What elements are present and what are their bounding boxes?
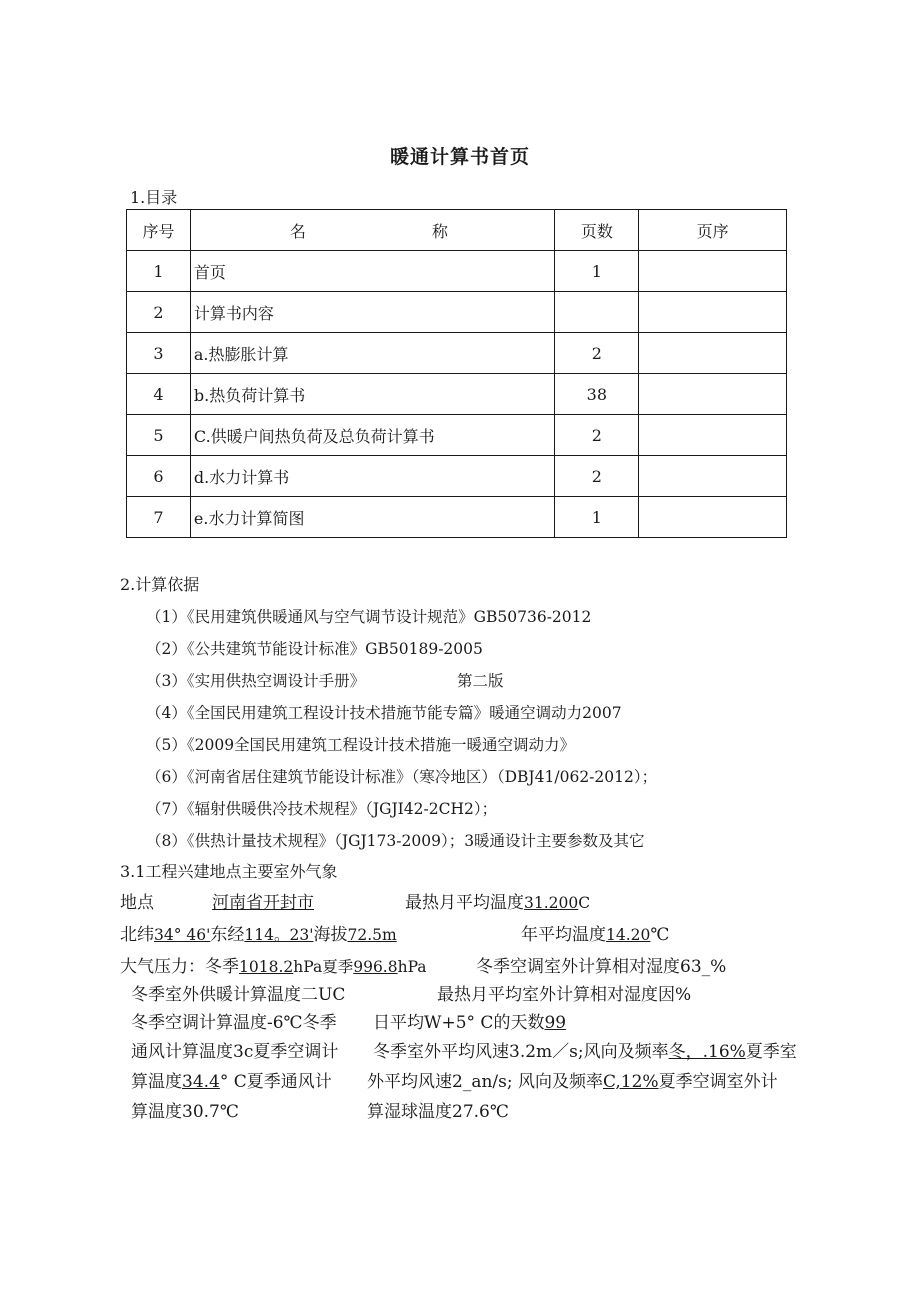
summer-wind-value: C,12% bbox=[602, 1072, 659, 1092]
pressure-line bbox=[120, 957, 427, 977]
row-pages: 2 bbox=[555, 456, 639, 497]
header-order: 页序 bbox=[639, 210, 787, 251]
annual-temp-label: 年平均温度 bbox=[521, 925, 606, 945]
winter-wind-value: 冬，.16% bbox=[668, 1042, 746, 1062]
wet-bulb-temp: 算湿球温度27.6℃ bbox=[367, 1102, 509, 1122]
row-pages: 1 bbox=[555, 497, 639, 538]
annual-temp-unit: ℃ bbox=[650, 925, 670, 945]
coordinates-line bbox=[120, 925, 397, 945]
altitude-value: 72.5m bbox=[347, 926, 397, 944]
reference-item-8: （8）《供热计量技术规程》（JGJ173-2009）；3暖通设计主要参数及其它 bbox=[146, 832, 645, 850]
winter-wind-tail: 夏季室 bbox=[745, 1042, 797, 1062]
altitude-label: 海拔 bbox=[313, 925, 348, 945]
pressure-summer-value: 996.8 bbox=[353, 958, 398, 976]
basis-heading: 2.计算依据 bbox=[120, 575, 200, 594]
annual-temp bbox=[521, 925, 669, 945]
row-name: C.供暖户间热负荷及总负荷计算书 bbox=[190, 415, 555, 456]
winter-wind bbox=[373, 1042, 797, 1062]
row-order bbox=[639, 456, 787, 497]
table-row bbox=[127, 497, 787, 538]
pressure-mid: hPa夏季 bbox=[293, 958, 354, 976]
row-no: 3 bbox=[127, 333, 191, 374]
row-name: d.水力计算书 bbox=[190, 456, 555, 497]
reference-item-2: （2）《公共建筑节能设计标准》GB50189-2005 bbox=[146, 640, 483, 658]
toc-table bbox=[126, 209, 787, 538]
row-order bbox=[639, 292, 787, 333]
table-row bbox=[127, 456, 787, 497]
longitude-value: 114。23' bbox=[244, 926, 314, 944]
page-title: 暖通计算书首页 bbox=[389, 146, 530, 168]
winter-wind-label: 冬季室外平均风速3.2m／s;风向及频率 bbox=[373, 1042, 669, 1062]
pressure-label: 大气压力：冬季 bbox=[120, 957, 239, 977]
longitude-label: 东经 bbox=[210, 925, 245, 945]
summer-vent-temp: 算温度30.7℃ bbox=[131, 1102, 239, 1122]
location-label: 地点 bbox=[120, 893, 154, 913]
reference-item-7: （7）《辐射供暖供冷技术规程》（JGJI42-2CH2）； bbox=[146, 800, 498, 818]
summer-ac-temp bbox=[131, 1072, 332, 1092]
row-order bbox=[639, 497, 787, 538]
winter-ac-rh: 冬季空调室外计算相对湿度63_% bbox=[476, 957, 727, 977]
toc-header-row bbox=[127, 210, 787, 251]
row-pages bbox=[555, 292, 639, 333]
table-row bbox=[127, 251, 787, 292]
location-value: 河南省开封市 bbox=[212, 893, 314, 913]
row-name: 计算书内容 bbox=[190, 292, 555, 333]
summer-wind-label: 外平均风速2_an/s; 风向及频率 bbox=[367, 1072, 603, 1092]
annual-temp-value: 14.20 bbox=[606, 926, 651, 944]
hot-month-temp-unit: C bbox=[578, 894, 591, 912]
row-no: 2 bbox=[127, 292, 191, 333]
reference-item-4: （4）《全国民用建筑工程设计技术措施节能专篇》暖通空调动力2007 bbox=[146, 704, 622, 722]
row-name: a.热膨胀计算 bbox=[190, 333, 555, 374]
pressure-winter-value: 1018.2 bbox=[239, 958, 294, 976]
row-no: 1 bbox=[127, 251, 191, 292]
climate-heading: 3.1工程兴建地点主要室外气象 bbox=[120, 862, 338, 881]
row-name: b.热负荷计算书 bbox=[190, 374, 555, 415]
row-name: e.水力计算简图 bbox=[190, 497, 555, 538]
row-pages: 2 bbox=[555, 415, 639, 456]
summer-wind bbox=[367, 1072, 778, 1092]
row-no: 5 bbox=[127, 415, 191, 456]
reference-item-6: （6）《河南省居住建筑节能设计标准》（寒冷地区）（DBJ41/062-2012）； bbox=[146, 768, 658, 786]
row-no: 6 bbox=[127, 456, 191, 497]
row-order bbox=[639, 415, 787, 456]
hot-month-rh: 最热月平均室外计算相对湿度因% bbox=[437, 985, 692, 1005]
row-order bbox=[639, 333, 787, 374]
pressure-unit: hPa bbox=[397, 958, 427, 976]
row-no: 4 bbox=[127, 374, 191, 415]
summer-ac-temp-label: 算温度 bbox=[131, 1072, 182, 1092]
header-no: 序号 bbox=[127, 210, 191, 251]
winter-heating-temp: 冬季室外供暖计算温度二UC bbox=[131, 985, 346, 1005]
header-name-char-1: 名 bbox=[289, 221, 306, 241]
hot-month-temp-label: 最热月平均温度 bbox=[405, 893, 524, 913]
row-order bbox=[639, 374, 787, 415]
summer-ac-temp-tail: ° C夏季通风计 bbox=[219, 1072, 332, 1092]
summer-ac-temp-value: 34.4 bbox=[182, 1072, 220, 1092]
heating-days-value: 99 bbox=[544, 1013, 567, 1033]
winter-vent-temp: 通风计算温度3c夏季空调计 bbox=[131, 1042, 339, 1062]
summer-wind-tail: 夏季空调室外计 bbox=[658, 1072, 778, 1092]
heating-days-label: 日平均W+5° C的天数 bbox=[373, 1013, 545, 1033]
latitude-label: 北纬 bbox=[120, 925, 154, 945]
row-no: 7 bbox=[127, 497, 191, 538]
row-pages: 1 bbox=[555, 251, 639, 292]
latitude-value: 34° 46' bbox=[154, 926, 211, 944]
header-name-char-2: 称 bbox=[431, 221, 448, 241]
reference-item-3-edition: 第二版 bbox=[457, 672, 504, 690]
winter-ac-temp: 冬季空调计算温度-6℃冬季 bbox=[131, 1013, 337, 1033]
reference-item-5: （5）《2009全国民用建筑工程设计技术措施一暖通空调动力》 bbox=[146, 736, 576, 754]
table-row bbox=[127, 292, 787, 333]
table-row bbox=[127, 415, 787, 456]
row-pages: 2 bbox=[555, 333, 639, 374]
hot-month-temp-value: 31.200 bbox=[524, 894, 579, 912]
hot-month-temp bbox=[405, 893, 590, 913]
header-name bbox=[190, 210, 555, 251]
row-order bbox=[639, 251, 787, 292]
row-name: 首页 bbox=[190, 251, 555, 292]
table-row bbox=[127, 374, 787, 415]
toc-heading: 1.目录 bbox=[130, 188, 178, 207]
reference-item-3: （3）《实用供热空调设计手册》 bbox=[146, 672, 366, 690]
table-row bbox=[127, 333, 787, 374]
row-pages: 38 bbox=[555, 374, 639, 415]
header-pages: 页数 bbox=[555, 210, 639, 251]
reference-item-1: （1）《民用建筑供暖通风与空气调节设计规范》GB50736-2012 bbox=[146, 608, 592, 626]
heating-days bbox=[373, 1013, 566, 1033]
